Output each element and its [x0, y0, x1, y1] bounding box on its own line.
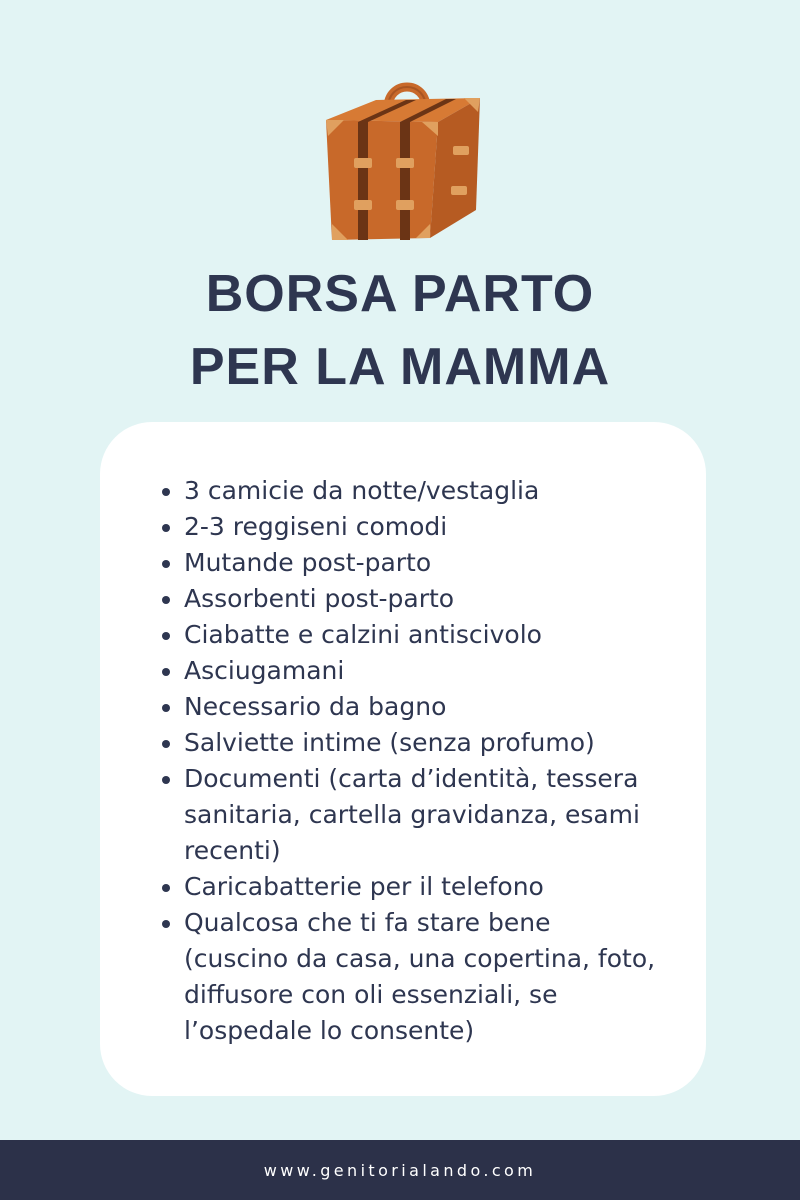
footer-bar: [0, 1140, 800, 1200]
suitcase-icon: [318, 78, 488, 243]
list-item: Salviette intime (senza profumo): [184, 725, 684, 761]
website-link[interactable]: www.genitorialando.com: [263, 1160, 537, 1180]
page-title-line-2: PER LA MAMMA: [189, 338, 611, 396]
list-item: Necessario da bagno: [184, 689, 684, 725]
list-item: Documenti (carta d’identità, tessera sanitaria, cartella gravidanza, esami recenti): [184, 761, 684, 869]
list-item: Caricabatterie per il telefono: [184, 869, 684, 905]
page-title-line-1: BORSA PARTO: [205, 265, 595, 323]
checklist: [184, 473, 684, 1049]
list-item: Assorbenti post-parto: [184, 581, 684, 617]
list-item: Asciugamani: [184, 653, 684, 689]
list-item: Ciabatte e calzini antiscivolo: [184, 617, 684, 653]
checklist-card: [100, 422, 706, 1096]
list-item: Qualcosa che ti fa stare bene (cuscino da casa, una copertina, foto, diffusore con oli essenziali, se l’ospedale lo consente): [184, 905, 684, 1049]
list-item: 3 camicie da notte/vestaglia: [184, 473, 684, 509]
list-item: 2-3 reggiseni comodi: [184, 509, 684, 545]
page-title: [0, 258, 800, 404]
list-item: Mutande post-parto: [184, 545, 684, 581]
